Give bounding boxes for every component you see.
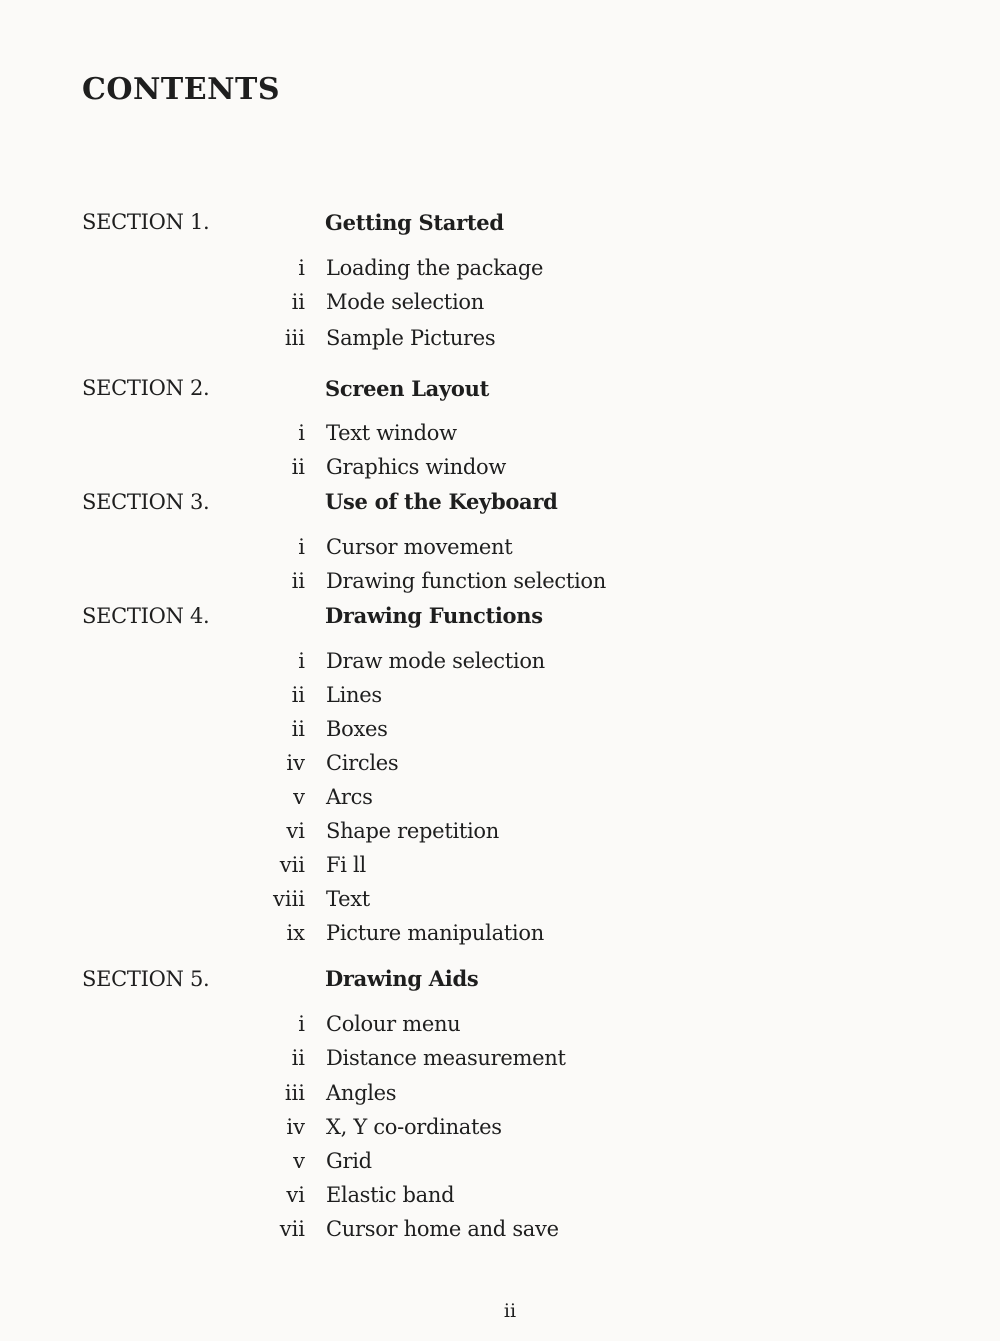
section-3-item-2: Drawing function selection [326,569,606,593]
section-1-item-3-number: iii [284,326,305,350]
section-5-item-3: Angles [326,1081,397,1105]
section-3-item-2-number: ii [291,569,305,593]
section-4-item-7-number: vii [279,853,305,877]
section-3-item-1-number: i [298,535,305,559]
section-3-item-1: Cursor movement [326,535,513,559]
section-2-item-1-number: i [298,421,305,445]
section-1-title: Getting Started [325,210,504,235]
section-4-item-9-number: ix [286,921,305,945]
section-1-item-3: Sample Pictures [326,326,496,350]
section-5-item-1: Colour menu [326,1012,461,1036]
section-5-item-3-number: iii [284,1081,305,1105]
section-4-item-3-number: ii [291,717,305,741]
page-title: CONTENTS [82,72,281,107]
section-5-item-4-number: iv [286,1115,305,1139]
section-1-item-1-number: i [298,256,305,280]
section-1-item-2: Mode selection [326,290,484,314]
section-4-item-8: Text [326,887,370,911]
section-1-item-1: Loading the package [326,256,544,280]
section-2-label: SECTION 2. [82,376,210,400]
section-4-title: Drawing Functions [325,603,543,628]
section-5-item-6-number: vi [286,1183,305,1207]
section-4-item-6: Shape repetition [326,819,499,843]
section-2-item-2-number: ii [291,455,305,479]
section-5-item-1-number: i [298,1012,305,1036]
section-1-label: SECTION 1. [82,210,210,234]
section-5-item-2-number: ii [291,1046,305,1070]
section-4-item-1: Draw mode selection [326,649,545,673]
section-5-item-7: Cursor home and save [326,1217,559,1241]
section-4-item-4: Circles [326,751,399,775]
section-4-item-8-number: viii [272,887,305,911]
section-1-item-2-number: ii [291,290,305,314]
section-4-item-2: Lines [326,683,382,707]
section-5-item-7-number: vii [279,1217,305,1241]
section-3-title: Use of the Keyboard [325,489,558,514]
section-4-item-5-number: v [293,785,305,809]
section-2-title: Screen Layout [325,376,489,401]
section-4-item-4-number: iv [286,751,305,775]
section-4-item-9: Picture manipulation [326,921,544,945]
section-4-item-2-number: ii [291,683,305,707]
section-5-item-5: Grid [326,1149,372,1173]
section-4-item-7: Fi ll [326,853,366,877]
section-5-item-6: Elastic band [326,1183,455,1207]
section-4-item-1-number: i [298,649,305,673]
section-4-item-5: Arcs [326,785,373,809]
section-2-item-2: Graphics window [326,455,507,479]
section-4-label: SECTION 4. [82,604,210,628]
section-4-item-3: Boxes [326,717,388,741]
page-number: ii [503,1300,517,1322]
section-5-item-2: Distance measurement [326,1046,566,1070]
section-3-label: SECTION 3. [82,490,210,514]
section-4-item-6-number: vi [286,819,305,843]
section-2-item-1: Text window [326,421,457,445]
section-5-label: SECTION 5. [82,967,210,991]
section-5-title: Drawing Aids [325,966,479,991]
section-5-item-4: X, Y co-ordinates [326,1115,502,1139]
section-5-item-5-number: v [293,1149,305,1173]
